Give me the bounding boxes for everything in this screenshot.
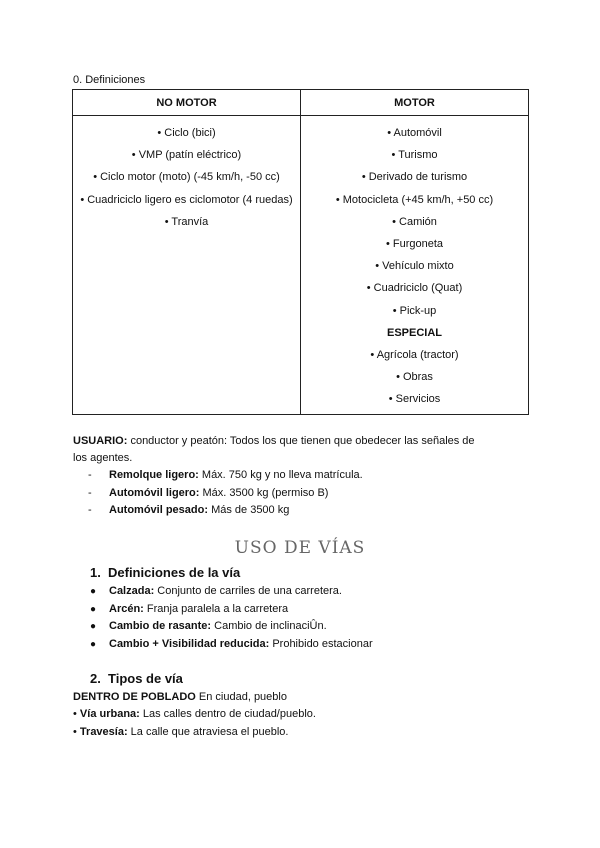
item-label: Cambio de rasante: [109,620,212,632]
no-motor-list [73,116,300,233]
usuario-paragraph [73,433,483,467]
item-label: Remolque ligero: [109,469,199,481]
list-item: • Ciclo (bici) [157,127,216,139]
bullet-icon: ● [90,638,97,650]
vehicle-weight-list [88,467,363,520]
road-definitions-list [90,583,373,653]
dash-marker: - [88,504,92,516]
list-item [90,601,373,619]
list-item: • Automóvil [387,127,442,139]
section2-heading [90,671,183,686]
list-item [88,485,363,503]
item-label: Cambio + Visibilidad reducida: [109,637,270,650]
item-text: Prohibido estacionar [269,637,373,650]
bullet-icon: ● [90,603,97,615]
list-item [88,502,363,520]
bullet-icon: • [73,725,80,738]
item-label: Arcén: [109,602,144,615]
poblado-line [73,689,287,706]
table-header-row [73,90,529,116]
list-item: • Servicios [388,393,441,406]
list-item: • Camión [392,215,437,228]
list-item: • Turismo [391,149,438,162]
poblado-text: En ciudad, pueblo [195,691,287,703]
poblado-label: DENTRO DE POBLADO [73,691,196,703]
no-motor-cell [73,116,301,415]
list-item: • Tranvía [164,215,209,228]
bullet-icon: ● [90,586,97,597]
motor-list [301,116,528,410]
list-item: • Furgoneta [385,237,444,250]
item-label: Automóvil pesado: [109,504,209,516]
list-item: • Agrícola (tractor) [370,348,459,361]
list-item [73,706,316,724]
section1-title: Definiciones de la vía [108,565,241,580]
item-text: Más de 3500 kg [208,504,290,516]
item-label: Travesía: [79,725,128,738]
dash-marker: - [88,469,92,481]
dash-marker: - [88,486,92,499]
bullet-icon: • [73,708,80,720]
road-types-list [73,706,316,741]
list-item [90,636,373,654]
item-label: Calzada: [109,585,155,597]
usuario-label: USUARIO: [73,435,128,447]
list-item: • Ciclo motor (moto) (-45 km/h, -50 cc) [93,171,280,184]
section2-number: 2. [90,671,101,686]
bullet-icon: ● [90,621,97,632]
item-text: Franja paralela a la carretera [143,602,289,615]
item-label: Automóvil ligero: [109,486,200,499]
main-heading: USO DE VÍAS [234,538,366,558]
usuario-text: conductor y peatón: Todos los que tienen que obedecer las señales de los agentes. [73,435,475,464]
motor-cell [301,116,529,415]
section2-title: Tipos de vía [108,671,183,686]
item-text: La calle que atraviesa el pueblo. [127,725,289,738]
list-item: • Motocicleta (+45 km/h, +50 cc) [335,193,494,206]
section-number: 0. Definiciones [73,74,146,86]
item-text: Máx. 3500 kg (permiso B) [199,486,329,499]
special-label: ESPECIAL [386,326,442,339]
list-item: • Vehículo mixto [375,260,454,273]
list-item: • Derivado de turismo [361,171,468,184]
section1-heading [90,565,240,580]
header-no-motor: NO MOTOR [73,90,301,116]
table-body-row [73,116,529,415]
definitions-table [72,89,529,415]
list-item: • Obras [396,371,433,384]
list-item [90,583,373,601]
item-label: Vía urbana: [79,708,140,720]
item-text: Las calles dentro de ciudad/pueblo. [139,708,316,720]
list-item: • Cuadriciclo ligero es ciclomotor (4 ruedas) [80,193,293,206]
header-motor: MOTOR [301,90,529,116]
list-item: • VMP (patín eléctrico) [131,149,242,162]
item-text: Conjunto de carriles de una carretera. [154,585,342,597]
list-item: • Pick-up [392,304,437,317]
list-item [90,618,373,636]
list-item [73,724,316,742]
item-text: Máx. 750 kg y no lleva matrícula. [198,469,363,481]
list-item [88,467,363,485]
section1-number: 1. [90,565,101,580]
list-item: • Cuadriciclo (Quat) [366,282,463,295]
item-text: Cambio de inclinaciÛn. [211,620,327,632]
